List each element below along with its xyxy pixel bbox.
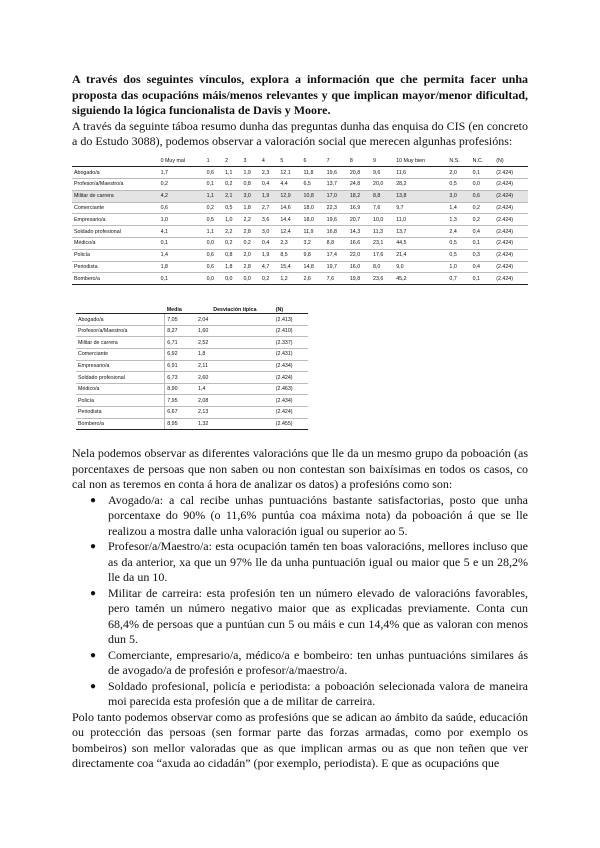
table-cell: 0,0 [241,273,259,285]
list-item-text: Avogado/a: a cal recibe unhas puntuacións bastante satisfactorias, posto que unha porcentaxe do 90% (o 11,6% puntúa coa máxima nota) da poboación á que se lle realizou a mostra dalle unha valoración igual ou superior ao 5. [108,492,528,538]
table-cell: 1,9 [260,190,278,202]
bullet-icon: ● [90,649,97,661]
table-cell: 8,90 [165,383,196,395]
table-row [72,226,528,238]
table-cell: 2,04 [196,314,274,326]
table-cell: 4,2 [159,190,205,202]
table-cell: 1,1 [205,226,223,238]
row-label: Profesor/a/Maestro/a [72,179,159,191]
valuation-summary-table [76,295,308,430]
list-item-text: Comerciante, empresario/a, médico/a e bombeiro: ten unhas puntuacións similares ás de avogado/a de profesión e profesor/a/maestro/a. [108,647,528,678]
table-cell: 0,2 [241,238,259,250]
row-label: Médico/a [72,238,159,250]
table-cell: 44,5 [394,238,447,250]
table-cell: 2,60 [196,372,274,384]
table-row [72,249,528,261]
list-item [90,647,528,679]
table-cell: 1,0 [223,214,241,226]
table-cell: 19,8 [348,273,371,285]
list-item-text: Soldado profesional, policía e periodista: a poboación selecionada valora de maneira moi parecida esta profesión que a de militar de carreira. [108,678,528,709]
table-cell: 0,8 [241,179,259,191]
row-label: Bombero/a [72,273,159,285]
table-row [72,202,528,214]
table-cell: 11,6 [394,167,447,179]
row-label: Profesor/a/Maestro/a [76,325,165,337]
table-cell: 3,0 [447,190,470,202]
table-cell: (2.424) [494,273,528,285]
table-header-row [76,295,308,314]
table-cell: 23,6 [371,273,394,285]
table-cell: (2.424) [274,407,308,419]
table-cell: 1,2 [278,273,301,285]
table-cell: 0,6 [205,261,223,273]
table-cell: (2.424) [494,202,528,214]
table-cell: 21,4 [394,249,447,261]
table-cell: 2,2 [223,226,241,238]
table-cell: 4,7 [260,261,278,273]
table-cell: 0,6 [205,167,223,179]
column-header: 1 [205,156,223,167]
bullet-icon: ● [90,494,97,506]
table-cell: 2,6 [302,273,325,285]
table-cell: 8,5 [278,249,301,261]
column-header: (N) [494,156,528,167]
table-cell: 4,1 [159,226,205,238]
column-header: 8 [348,156,371,167]
table-cell: (2.424) [494,179,528,191]
table-cell: 1,8 [241,202,259,214]
table-cell: 13,7 [325,179,348,191]
table-cell: 1,1 [205,190,223,202]
table-cell: 2,3 [260,167,278,179]
table-cell: 0,2 [471,214,495,226]
table-cell: 3,2 [302,238,325,250]
table-cell: 0,5 [447,238,470,250]
table-cell: 8,0 [371,261,394,273]
table-cell: 18,0 [302,214,325,226]
table-cell: 16,6 [348,238,371,250]
table-cell: 0,6 [471,190,495,202]
table-cell: 1,0 [159,214,205,226]
table-cell: 23,1 [371,238,394,250]
column-header: 6 [302,156,325,167]
row-label: Periodista [76,407,165,419]
table-cell: 0,2 [223,238,241,250]
table-cell: 1,8 [159,261,205,273]
bullet-icon: ● [90,541,97,553]
table-row [72,214,528,226]
row-label: Militar de carrera [76,337,165,349]
table-cell: 0,6 [159,202,205,214]
table-cell: (2.434) [274,360,308,372]
table-cell: 0,1 [471,273,495,285]
table-cell: 2,52 [196,337,274,349]
table-cell: (2.463) [274,383,308,395]
table-cell: 0,2 [159,179,205,191]
table-cell: 0,8 [223,249,241,261]
table-cell: 2,8 [241,261,259,273]
table-cell: 0,0 [471,179,495,191]
list-item [90,678,528,710]
table-cell: (2.337) [274,337,308,349]
table-cell: 0,4 [260,238,278,250]
list-item [90,585,528,648]
table-row [76,372,308,384]
table-cell: 1,1 [223,167,241,179]
column-header: 2 [223,156,241,167]
table-row [72,179,528,191]
table-cell: 6,92 [165,349,196,361]
table-cell: 17,6 [371,249,394,261]
column-header: 7 [325,156,348,167]
table-cell: 8,8 [325,238,348,250]
table-cell: 2,0 [447,167,470,179]
table-cell: 0,5 [447,179,470,191]
table-cell: 0,2 [471,202,495,214]
table-cell: (2.424) [494,190,528,202]
row-label: Comerciante [76,349,165,361]
table-cell: 0,0 [223,273,241,285]
table-header-row [72,156,528,167]
table-cell: 2,11 [196,360,274,372]
column-header: Desviación típica [196,295,274,314]
table-row [76,395,308,407]
table-cell: 1,0 [447,261,470,273]
table-cell: 7,6 [371,202,394,214]
table-cell: 17,0 [325,190,348,202]
table-cell: 1,4 [196,383,274,395]
table-cell: (2.424) [494,226,528,238]
table-cell: 0,2 [205,202,223,214]
table-cell: 9,0 [394,261,447,273]
table-cell: 0,5 [447,249,470,261]
table-cell: 28,2 [394,179,447,191]
table-cell: 12,9 [278,190,301,202]
table-cell: 2,4 [447,226,470,238]
column-header: 3 [241,156,259,167]
table-cell: 11,8 [302,167,325,179]
table-cell: 14,3 [348,226,371,238]
table-cell: (2.431) [274,349,308,361]
bullet-icon: ● [90,587,97,599]
table-cell: 12,4 [278,226,301,238]
table-cell: 0,3 [471,249,495,261]
table-cell: 14,6 [278,202,301,214]
bullet-icon: ● [90,680,97,692]
table-cell: 1,8 [196,349,274,361]
table-cell: 0,5 [223,202,241,214]
table-cell: 1,7 [159,167,205,179]
table-cell: 14,8 [302,261,325,273]
list-item [90,492,528,540]
table-row [72,190,528,202]
table-cell: 0,2 [260,273,278,285]
list-item-text: Profesor/a/Maestro/a: esta ocupación tamén ten boas valoracións, mellores incluso que as da anterior, xa que un 97% lle da unha puntuación igual ou maior que 5 e un 28,2% lle da un 10. [108,539,528,585]
column-header [72,156,159,167]
table-cell: 24,8 [348,179,371,191]
table-cell: 9,6 [371,167,394,179]
conclusion-paragraph: Polo tanto podemos observar como as profesións que se adican ao ámbito da saúde, educación ou protección das persoas (sen formar parte das forzas armadas, como por exemplo os bombeiros) son mellor valoradas que as que implican armas ou as que non teñen que ver directamente coa “axuda ao cidadán” (por exemplo, periodista). E que as ocupacións que [72,709,528,771]
table-cell: 20,8 [348,167,371,179]
table-row [76,418,308,430]
row-label: Bombero/a [76,418,165,430]
table-cell: 2,0 [241,249,259,261]
table-cell: 2,2 [241,214,259,226]
table-cell: 1,9 [241,167,259,179]
table-cell: 6,5 [302,179,325,191]
column-header: 5 [278,156,301,167]
table-cell: 0,1 [471,167,495,179]
table-cell: 8,27 [165,325,196,337]
row-label: Soldado profesional [72,226,159,238]
table-row [76,337,308,349]
row-label: Policía [76,395,165,407]
table-cell: 0,1 [471,238,495,250]
table-cell: 20,0 [371,179,394,191]
table-row [72,273,528,285]
table-cell: 0,6 [205,249,223,261]
table-cell: 0,2 [223,179,241,191]
question-heading: A través dos seguintes vínculos, explora a información que che permita facer unha proposta das ocupacións máis/menos relevantes y que implican mayor/menor dificultad, siguiendo la lógica funcionalista de Davis y Moore. [72,72,528,117]
row-label: Policía [72,249,159,261]
table-row [76,407,308,419]
column-header: 0 Muy mal [159,156,205,167]
table-cell: 3,0 [260,226,278,238]
table-cell: 1,3 [447,214,470,226]
table-cell: 1,4 [447,202,470,214]
column-header: N.C. [471,156,495,167]
table-cell: 6,73 [165,372,196,384]
table-cell: 2,08 [196,395,274,407]
column-header: (N) [274,295,308,314]
column-header: 9 [371,156,394,167]
table-cell: 8,95 [165,418,196,430]
table-cell: 14,4 [278,214,301,226]
table-cell: (2.413) [274,314,308,326]
table-cell: 22,3 [325,202,348,214]
table-row [76,314,308,326]
table-cell: 0,1 [159,238,205,250]
table-cell: 0,1 [159,273,205,285]
table-cell: 11,3 [371,226,394,238]
analysis-paragraph: Nela podemos observar as diferentes valoracións que lle da un mesmo grupo da poboación (as porcentaxes de persoas que non saben ou non contestan son baixísimas en todos os casos, co cal non as teremos en conta á hora de analizar os datos) a profesións como son: [72,446,528,492]
table-cell: 15,4 [278,261,301,273]
table-cell: (2.424) [494,167,528,179]
table-row [72,238,528,250]
table-cell: (2.424) [494,249,528,261]
table-cell: 16,9 [348,202,371,214]
table-cell: 0,4 [260,179,278,191]
table-cell: (2.455) [274,418,308,430]
row-label: Empresario/a [76,360,165,372]
table-cell: 11,0 [394,214,447,226]
table-cell: (2.410) [274,325,308,337]
table-cell: (2.424) [494,238,528,250]
table-cell: 0,0 [205,273,223,285]
table-cell: 1,4 [159,249,205,261]
column-header: N.S. [447,156,470,167]
table-cell: 6,67 [165,407,196,419]
table-cell: (2.424) [494,214,528,226]
table-cell: 16,8 [325,226,348,238]
table-cell: 1,32 [196,418,274,430]
table-cell: 1,8 [223,261,241,273]
table-cell: 12,1 [278,167,301,179]
table-cell: 13,7 [394,226,447,238]
table-cell: 1,60 [196,325,274,337]
table-cell: 0,4 [471,226,495,238]
table-cell: 7,6 [325,273,348,285]
column-header: Media [165,295,196,314]
table-cell: 10,8 [302,190,325,202]
table-row [76,383,308,395]
table-cell: (2.434) [274,395,308,407]
row-label: Comerciante [72,202,159,214]
table-cell: 9,7 [394,202,447,214]
table-row [76,325,308,337]
table-cell: 22,0 [348,249,371,261]
table-cell: 0,7 [447,273,470,285]
table-cell: 4,4 [278,179,301,191]
table-cell: 2,3 [278,238,301,250]
column-header: 10 Muy bien [394,156,447,167]
table-cell: 13,8 [394,190,447,202]
column-header: 4 [260,156,278,167]
row-label: Abogado/a [72,167,159,179]
table-row [76,349,308,361]
table-cell: 2,7 [260,202,278,214]
profession-bullet-list [72,493,528,710]
table-cell: 19,6 [325,214,348,226]
list-item [90,539,528,586]
table-row [72,167,528,179]
row-label: Periodista [72,261,159,273]
row-label: Médico/a [76,383,165,395]
table-cell: 20,7 [348,214,371,226]
table-cell: 17,4 [325,249,348,261]
table-cell: 0,1 [205,179,223,191]
table-cell: (2.424) [494,261,528,273]
row-label: Militar de carrera [72,190,159,202]
row-label: Empresario/a [72,214,159,226]
table-row [76,360,308,372]
table-cell: 0,0 [205,238,223,250]
table-cell: 16,0 [348,261,371,273]
table-cell: 19,7 [325,261,348,273]
table-cell: 11,9 [302,226,325,238]
table-row [72,261,528,273]
table-cell: 7,05 [165,314,196,326]
row-label: Soldado profesional [76,372,165,384]
table-cell: 2,13 [196,407,274,419]
document-page [72,72,528,772]
table-cell: 45,2 [394,273,447,285]
table-cell: 3,0 [241,190,259,202]
table-cell: 19,6 [325,167,348,179]
table-cell: 6,71 [165,337,196,349]
table-cell: 9,8 [302,249,325,261]
table-cell: 2,1 [223,190,241,202]
valuation-distribution-table [72,156,528,286]
table-cell: 7,95 [165,395,196,407]
table-cell: 3,6 [260,214,278,226]
table-cell: 0,5 [205,214,223,226]
table-cell: 0,4 [471,261,495,273]
row-label: Abogado/a [76,314,165,326]
table-cell: 10,0 [371,214,394,226]
list-item-text: Militar de carreira: esta profesión ten un número elevado de valoracións favorables, pero tamén un número negativo maior que as explicadas previamente. Conta cun 68,4% de persoas que a puntúan cun 5 ou máis e cun 14,4% que as valoran con menos dun 5. [108,585,528,647]
intro-paragraph: A través da seguinte táboa resumo dunha das preguntas dunha das enquisa do CIS (en concreto a do Estudo 3088), podemos observar a valoración social que merecen algunhas profesións: [72,118,528,148]
column-header [76,295,165,314]
table-cell: 18,0 [302,202,325,214]
table-cell: (2.424) [274,372,308,384]
table-cell: 18,2 [348,190,371,202]
table-cell: 1,9 [260,249,278,261]
table-cell: 6,91 [165,360,196,372]
table-cell: 2,8 [241,226,259,238]
table-cell: 8,8 [371,190,394,202]
